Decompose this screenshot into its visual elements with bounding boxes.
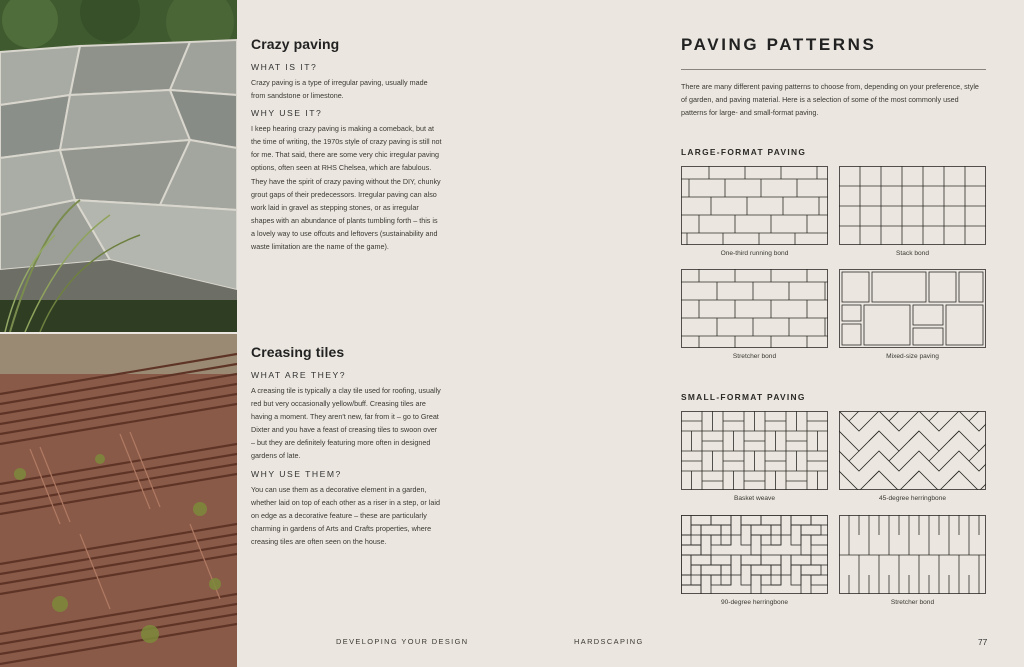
creasing-tiles-title: Creasing tiles: [251, 344, 345, 360]
large-format-label: LARGE-FORMAT PAVING: [681, 147, 807, 157]
footer-chapter: DEVELOPING YOUR DESIGN: [336, 637, 469, 646]
caption-one-third-running-bond: One-third running bond: [720, 250, 789, 257]
crazy-paving-why-label: WHY USE IT?: [251, 108, 323, 119]
paving-patterns-title: PAVING PATTERNS: [681, 35, 877, 54]
caption-90-degree-herringbone: 90-degree herringbone: [720, 599, 789, 606]
crazy-paving-why-text: I keep hearing crazy paving is making a comeback, but at the time of writing, the 1970s style of crazy paving is still not for me. That said, there are some very chic irregular paving options, often seen at RHS Chelsea, which are fabulous. They have the spirit of crazy paving without the DIY, chunky grout gaps of their predecessors. Irregular paving can also work laid in gravel as stepping stones, or as irregular shapes with an abundance of plants tumbling forth – this is a lovely way to use offcuts and leftovers (sustainability and waste limitation are the name of the game).: [251, 124, 442, 252]
pattern-stack-bond: [839, 166, 986, 257]
small-format-label: SMALL-FORMAT PAVING: [681, 392, 806, 402]
creasing-tiles-why-label: WHY USE THEM?: [251, 468, 342, 479]
creasing-tiles-section: [251, 344, 443, 554]
creasing-tiles-what-label: WHAT ARE THEY?: [251, 370, 347, 380]
crazy-paving-photo: [0, 0, 237, 332]
pattern-basket-weave: [681, 411, 828, 502]
pattern-stretcher-bond-small: [839, 515, 986, 606]
pattern-90-degree-herringbone: [681, 515, 828, 606]
pattern-45-degree-herringbone: [839, 411, 986, 502]
crazy-paving-section: [251, 36, 443, 259]
caption-stretcher-bond-large: Stretcher bond: [732, 353, 777, 360]
pattern-mixed-size-paving: [839, 269, 986, 360]
crazy-paving-title: Crazy paving: [251, 36, 340, 52]
paving-patterns-intro: There are many different paving patterns to choose from, depending on your preference, style of garden, and paving material. Here is a selection of some of the most commonly used patterns for large- and small-format paving.: [681, 82, 979, 118]
creasing-tiles-why-text: You can use them as a decorative element in a garden, whether laid on top of each other as a riser in a step, or laid on edge as a decorative feature – these are particularly charming in gardens of Arts and Crafts properties, where creasing tiles are often seen on the house.: [251, 484, 440, 546]
crazy-paving-what-text: Crazy paving is a type of irregular paving, usually made from sandstone or limestone.: [251, 78, 428, 101]
footer-section: HARDSCAPING: [574, 637, 644, 646]
title-divider: [681, 69, 986, 70]
pattern-stretcher-bond-large: [681, 269, 828, 360]
caption-stretcher-bond-small: Stretcher bond: [890, 599, 935, 606]
caption-45-degree-herringbone: 45-degree herringbone: [878, 495, 947, 502]
creasing-tiles-what-text: A creasing tile is typically a clay tile used for roofing, usually red but very occasionally yellow/buff. Creasing tiles are having a moment. They aren't new, far from it – go to Great Dixter and you have a feast of creasing tiles to swoon over – but they are definitely featuring more often in designed gardens of late.: [251, 386, 441, 461]
crazy-paving-what-label: WHAT IS IT?: [251, 62, 318, 72]
page-number: 77: [978, 637, 988, 647]
caption-stack-bond: Stack bond: [896, 250, 929, 257]
caption-basket-weave: Basket weave: [733, 495, 776, 502]
creasing-tiles-photo: [0, 334, 237, 667]
pattern-one-third-running-bond: [681, 166, 828, 257]
caption-mixed-size-paving: Mixed-size paving: [886, 353, 939, 360]
